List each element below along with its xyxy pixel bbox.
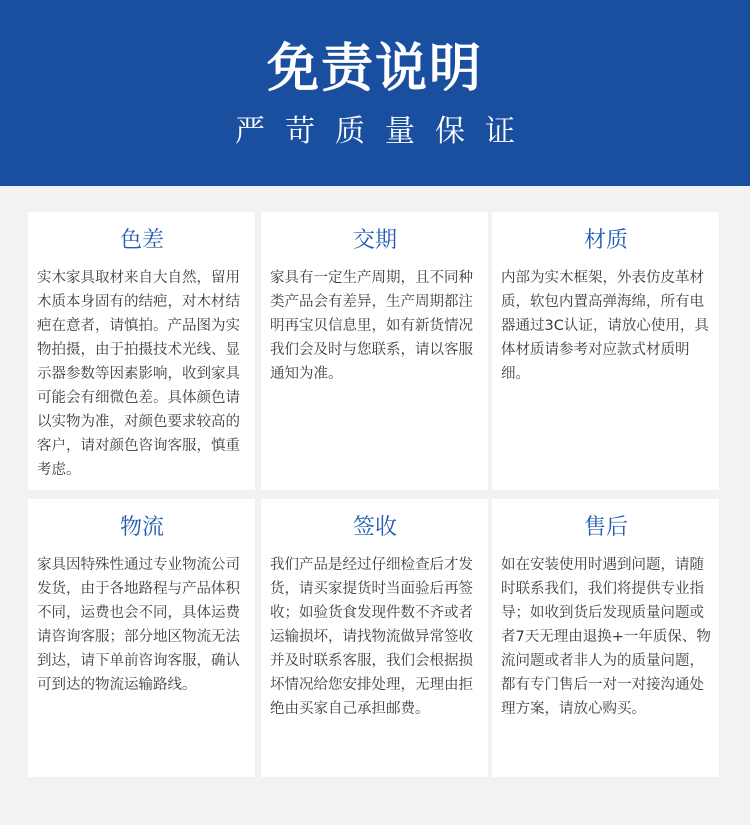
card-text: 家具有一定生产周期，且不同种类产品会有差异，生产周期都注明再宝贝信息里，如有新货情况我们会及时与您联系，请以客服通知为准。 — [270, 270, 473, 382]
card-text: 内部为实木框架，外表仿皮革材质，软包内置高弹海绵，所有电器通过3C认证，请放心使用，具体材质请参考对应款式材质明细。 — [501, 270, 709, 382]
card-title: 材质 — [583, 228, 628, 253]
card-material — [492, 212, 719, 490]
card-title: 色差 — [119, 228, 164, 253]
card-color-difference — [28, 212, 255, 490]
card-text: 实木家具取材来自大自然，留用木质本身固有的结疤，对木材结疤在意者，请慎拍。产品图为实物拍摄，由于拍摄技术光线、显示器参数等因素影响，收到家具可能会有细微色差。具体颜色请以实物为准，对颜色要求较高的客户，请对颜色咨询客服，慎重考虑。 — [37, 270, 240, 478]
card-title: 交期 — [352, 228, 397, 253]
card-delivery-time — [261, 212, 488, 490]
card-text: 我们产品是经过仔细检查后才发货，请买家提货时当面验后再签收；如验货食发现件数不齐或者运输损坏，请找物流做异常签收并及时联系客服，我们会根据损坏情况给您安排处理，无理由拒绝由买家自己承担邮费。 — [270, 557, 473, 717]
card-signing — [261, 499, 488, 777]
card-text: 家具因特殊性通过专业物流公司发货，由于各地路程与产品体积不同，运费也会不同，具体运费请咨询客服；部分地区物流无法到达，请下单前咨询客服，确认可到达的物流运输路线。 — [37, 557, 240, 693]
card-title: 售后 — [583, 515, 628, 540]
card-logistics — [28, 499, 255, 777]
card-text: 如在安装使用时遇到问题，请随时联系我们，我们将提供专业指导；如收到货后发现质量问题或者7天无理由退换+一年质保、物流问题或者非人为的质量问题，都有专门售后一对一对接沟通处理方案，请放心购买。 — [501, 557, 711, 717]
header-banner — [0, 0, 750, 186]
page-subtitle: 严苛质量保证 — [235, 114, 535, 149]
card-title: 签收 — [352, 515, 397, 540]
card-after-sales — [492, 499, 719, 777]
card-title: 物流 — [119, 515, 164, 540]
page-title: 免责说明 — [266, 39, 483, 99]
